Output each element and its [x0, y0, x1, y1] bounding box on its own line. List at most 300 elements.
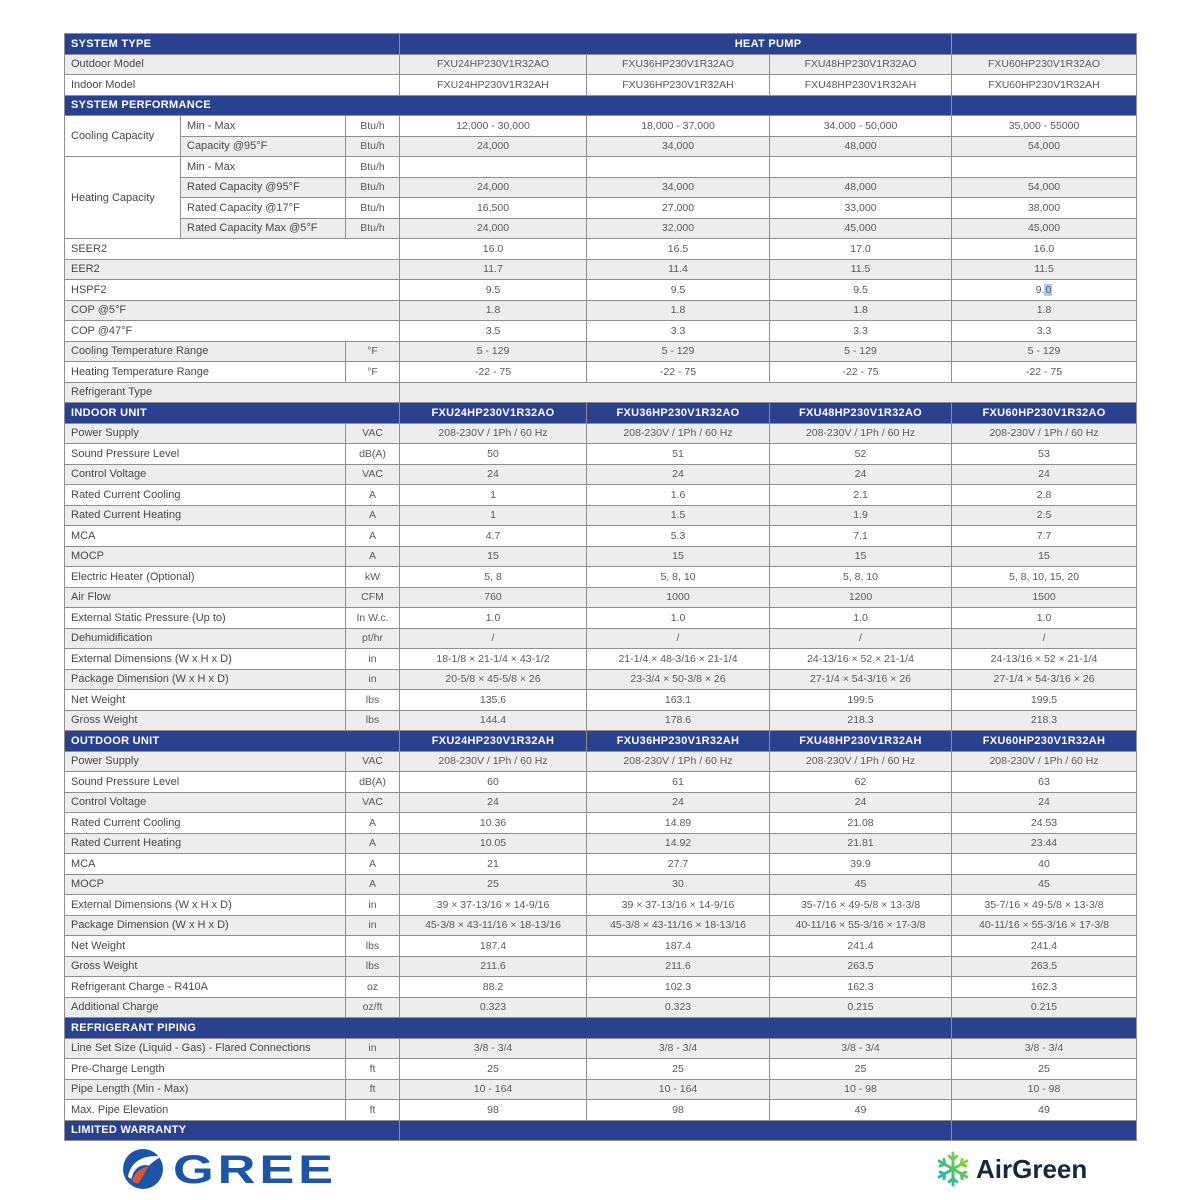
value-cell: 3.5 — [400, 321, 587, 342]
value-cell: FXU36HP230V1R32AH — [587, 75, 770, 96]
value-cell: 24,000 — [400, 177, 587, 198]
value-cell: 163.1 — [587, 690, 770, 711]
value-cell: 1.8 — [770, 300, 952, 321]
value-cell: 9.5 — [770, 280, 952, 301]
value-cell: 211.6 — [400, 956, 587, 977]
value-cell: 39.9 — [770, 854, 952, 875]
airgreen-logo — [932, 1147, 1112, 1196]
row-label: HSPF2 — [65, 280, 400, 301]
value-cell: 1.0 — [587, 608, 770, 629]
value-cell: 208-230V / 1Ph / 60 Hz — [587, 423, 770, 444]
value-cell: 9.5 — [587, 280, 770, 301]
value-cell: 48,000 — [770, 136, 952, 157]
value-cell: 187.4 — [587, 936, 770, 957]
row-label: Cooling Temperature Range — [65, 341, 346, 362]
unit-cell: CFM — [346, 587, 400, 608]
unit-cell: A — [346, 874, 400, 895]
row-label: MOCP — [65, 874, 346, 895]
value-cell: 45-3/8 × 43-11/16 × 18-13/16 — [400, 915, 587, 936]
gree-logo-mark — [123, 1149, 163, 1189]
row-label: Package Dimension (W x H x D) — [65, 915, 346, 936]
row-sublabel: Rated Capacity @95°F — [181, 177, 346, 198]
value-cell: 23.44 — [952, 833, 1137, 854]
row-label: COP @5°F — [65, 300, 400, 321]
unit-cell: VAC — [346, 423, 400, 444]
unit-cell: VAC — [346, 464, 400, 485]
unit-cell: A — [346, 813, 400, 834]
value-cell: 2.5 — [952, 505, 1137, 526]
value-cell: FXU24HP230V1R32AO — [400, 54, 587, 75]
value-cell: 241.4 — [770, 936, 952, 957]
warranty-spacer — [400, 1120, 952, 1141]
value-cell: 218.3 — [952, 710, 1137, 731]
unit-cell: ft — [346, 1079, 400, 1100]
unit-cell: Btu/h — [346, 177, 400, 198]
value-cell: 27,000 — [587, 198, 770, 219]
value-cell: 24 — [952, 464, 1137, 485]
value-cell: 38,000 — [952, 198, 1137, 219]
value-cell: 35,000 - 55000 — [952, 116, 1137, 137]
value-cell: 102.3 — [587, 977, 770, 998]
value-cell: 40-11/16 × 55-3/16 × 17-3/8 — [770, 915, 952, 936]
unit-cell: Btu/h — [346, 218, 400, 239]
row-label: Refrigerant Charge - R410A — [65, 977, 346, 998]
value-cell: FXU60HP230V1R32AH — [952, 75, 1137, 96]
row-label: Rated Current Heating — [65, 505, 346, 526]
value-cell: 3/8 - 3/4 — [400, 1038, 587, 1059]
value-cell: 34,000 - 50,000 — [770, 116, 952, 137]
value-cell: 25 — [400, 1059, 587, 1080]
value-cell: 0.323 — [587, 997, 770, 1018]
value-cell: / — [400, 628, 587, 649]
unit-cell: oz/ft — [346, 997, 400, 1018]
unit-cell: °F — [346, 341, 400, 362]
value-cell: -22 - 75 — [952, 362, 1137, 383]
model-header-cell: FXU24HP230V1R32AO — [400, 403, 587, 424]
row-label: EER2 — [65, 259, 400, 280]
value-cell: 5 - 129 — [952, 341, 1137, 362]
row-label: Power Supply — [65, 423, 346, 444]
value-cell: 1.0 — [400, 608, 587, 629]
unit-cell: in — [346, 1038, 400, 1059]
section-header-spacer — [952, 1018, 1137, 1039]
value-text: 9. — [1035, 283, 1045, 296]
value-cell: 7.1 — [770, 526, 952, 547]
footer — [64, 1146, 1136, 1196]
snowflake-arm — [961, 1164, 966, 1166]
value-cell: 11.5 — [952, 259, 1137, 280]
warranty-spacer-last — [952, 1120, 1137, 1141]
value-cell: 16.0 — [400, 239, 587, 260]
value-cell: 27-1/4 × 54-3/16 × 26 — [952, 669, 1137, 690]
row-label: Electric Heater (Optional) — [65, 567, 346, 588]
value-cell: 3/8 - 3/4 — [587, 1038, 770, 1059]
value-cell: 24 — [770, 464, 952, 485]
value-cell: 35-7/16 × 49-5/8 × 13-3/8 — [952, 895, 1137, 916]
value-cell: 48,000 — [770, 177, 952, 198]
spec-sheet — [64, 33, 1136, 1141]
value-cell: 51 — [587, 444, 770, 465]
row-sublabel: Rated Capacity Max @5°F — [181, 218, 346, 239]
value-cell: 24 — [400, 792, 587, 813]
value-cell: 12,000 - 30,000 — [400, 116, 587, 137]
model-header-cell: FXU36HP230V1R32AH — [587, 731, 770, 752]
value-cell: 3.3 — [770, 321, 952, 342]
value-cell: 98 — [587, 1100, 770, 1121]
value-cell: 208-230V / 1Ph / 60 Hz — [400, 751, 587, 772]
value-cell: 14.92 — [587, 833, 770, 854]
value-cell: 45,000 — [952, 218, 1137, 239]
unit-cell: °F — [346, 362, 400, 383]
value-cell: 208-230V / 1Ph / 60 Hz — [400, 423, 587, 444]
unit-cell: Btu/h — [346, 136, 400, 157]
value-cell: 0.323 — [400, 997, 587, 1018]
row-sublabel: Rated Capacity @17°F — [181, 198, 346, 219]
unit-cell: oz — [346, 977, 400, 998]
value-cell: FXU60HP230V1R32AO — [952, 54, 1137, 75]
value-cell: 5, 8, 10, 15, 20 — [952, 567, 1137, 588]
value-cell: 135.6 — [400, 690, 587, 711]
value-cell: 241.4 — [952, 936, 1137, 957]
value-cell: 20-5/8 × 45-5/8 × 26 — [400, 669, 587, 690]
row-label: MCA — [65, 854, 346, 875]
row-label: Rated Current Cooling — [65, 485, 346, 506]
value-cell: 25 — [770, 1059, 952, 1080]
value-cell: 24,000 — [400, 136, 587, 157]
value-cell: 5 - 129 — [400, 341, 587, 362]
unit-cell: A — [346, 505, 400, 526]
value-cell: 16.0 — [952, 239, 1137, 260]
row-label: Line Set Size (Liquid - Gas) - Flared Connections — [65, 1038, 346, 1059]
unit-cell: dB(A) — [346, 444, 400, 465]
value-cell: 199.5 — [770, 690, 952, 711]
value-cell: 23-3/4 × 50-3/8 × 26 — [587, 669, 770, 690]
value-cell: 1.6 — [587, 485, 770, 506]
value-cell: 24,000 — [400, 218, 587, 239]
table-title-heat-pump: HEAT PUMP — [400, 34, 1137, 55]
section-header: INDOOR UNIT — [65, 403, 400, 424]
value-cell: 24 — [400, 464, 587, 485]
value-cell: 39 × 37-13/16 × 14-9/16 — [400, 895, 587, 916]
value-cell: 88.2 — [400, 977, 587, 998]
value-cell: 33,000 — [770, 198, 952, 219]
value-cell: 52 — [770, 444, 952, 465]
value-cell: 10.05 — [400, 833, 587, 854]
merged-empty-cell — [400, 382, 1137, 403]
value-cell: 49 — [770, 1100, 952, 1121]
value-cell: 208-230V / 1Ph / 60 Hz — [587, 751, 770, 772]
value-cell: 5.3 — [587, 526, 770, 547]
value-cell: 15 — [400, 546, 587, 567]
row-label: Outdoor Model — [65, 54, 400, 75]
value-cell: 62 — [770, 772, 952, 793]
row-label: Package Dimension (W x H x D) — [65, 669, 346, 690]
group-label: Cooling Capacity — [65, 116, 181, 157]
value-cell: 45,000 — [770, 218, 952, 239]
value-cell: 1.5 — [587, 505, 770, 526]
value-cell: 10 - 98 — [952, 1079, 1137, 1100]
snowflake-arm — [944, 1159, 945, 1164]
row-label: COP @47°F — [65, 321, 400, 342]
unit-cell: A — [346, 485, 400, 506]
value-cell: 24 — [952, 792, 1137, 813]
row-label: Gross Weight — [65, 710, 346, 731]
snowflake-arm — [940, 1172, 945, 1174]
value-cell: 24 — [587, 792, 770, 813]
value-cell: 21.08 — [770, 813, 952, 834]
value-cell: 162.3 — [952, 977, 1137, 998]
value-cell: 40-11/16 × 55-3/16 × 17-3/8 — [952, 915, 1137, 936]
value-cell: 1.9 — [770, 505, 952, 526]
row-label: Control Voltage — [65, 464, 346, 485]
value-cell: 98 — [400, 1100, 587, 1121]
unit-cell: VAC — [346, 792, 400, 813]
value-cell: 21 — [400, 854, 587, 875]
value-cell: 7.7 — [952, 526, 1137, 547]
value-cell: 40 — [952, 854, 1137, 875]
row-label: Pipe Length (Min - Max) — [65, 1079, 346, 1100]
value-cell: 2.8 — [952, 485, 1137, 506]
value-cell: 18,000 - 37,000 — [587, 116, 770, 137]
section-header: REFRIGERANT PIPING — [65, 1018, 952, 1039]
airgreen-wordmark: AirGreen — [976, 1153, 1088, 1184]
row-label: External Dimensions (W x H x D) — [65, 649, 346, 670]
row-label: Sound Pressure Level — [65, 772, 346, 793]
value-cell: 24-13/16 × 52 × 21-1/4 — [770, 649, 952, 670]
value-cell: 218.3 — [770, 710, 952, 731]
row-label: Air Flow — [65, 587, 346, 608]
unit-cell: Btu/h — [346, 198, 400, 219]
value-cell: 3/8 - 3/4 — [952, 1038, 1137, 1059]
value-cell — [952, 157, 1137, 178]
value-cell: 211.6 — [587, 956, 770, 977]
value-cell: 27.7 — [587, 854, 770, 875]
value-cell: 25 — [400, 874, 587, 895]
value-cell: 45-3/8 × 43-11/16 × 18-13/16 — [587, 915, 770, 936]
value-cell: 199.5 — [952, 690, 1137, 711]
value-cell: 16.5 — [587, 239, 770, 260]
value-cell: 1.8 — [400, 300, 587, 321]
value-cell: 208-230V / 1Ph / 60 Hz — [770, 423, 952, 444]
row-label: Control Voltage — [65, 792, 346, 813]
value-cell — [400, 157, 587, 178]
value-cell: FXU48HP230V1R32AH — [770, 75, 952, 96]
value-cell: 35-7/16 × 49-5/8 × 13-3/8 — [770, 895, 952, 916]
row-label: Sound Pressure Level — [65, 444, 346, 465]
value-cell: 63 — [952, 772, 1137, 793]
value-cell: 1500 — [952, 587, 1137, 608]
value-cell: 30 — [587, 874, 770, 895]
value-cell: 53 — [952, 444, 1137, 465]
value-cell: 11.4 — [587, 259, 770, 280]
value-cell: 5, 8, 10 — [587, 567, 770, 588]
value-cell: 263.5 — [770, 956, 952, 977]
gree-wordmark: GREE — [173, 1147, 337, 1192]
unit-cell: pt/hr — [346, 628, 400, 649]
row-label: Net Weight — [65, 936, 346, 957]
value-cell: 1.8 — [587, 300, 770, 321]
spec-table — [64, 33, 1137, 1141]
value-cell: 760 — [400, 587, 587, 608]
value-cell: 11.7 — [400, 259, 587, 280]
value-cell: 5, 8 — [400, 567, 587, 588]
value-cell: 1200 — [770, 587, 952, 608]
unit-cell: A — [346, 854, 400, 875]
value-cell: 10 - 164 — [400, 1079, 587, 1100]
row-label: MCA — [65, 526, 346, 547]
value-cell — [770, 157, 952, 178]
value-cell: 39 × 37-13/16 × 14-9/16 — [587, 895, 770, 916]
value-cell: 34,000 — [587, 136, 770, 157]
unit-cell: Btu/h — [346, 157, 400, 178]
model-header-cell: FXU48HP230V1R32AH — [770, 731, 952, 752]
row-label: SEER2 — [65, 239, 400, 260]
value-cell: 15 — [587, 546, 770, 567]
row-label: Net Weight — [65, 690, 346, 711]
unit-cell: lbs — [346, 956, 400, 977]
value-cell: 208-230V / 1Ph / 60 Hz — [952, 751, 1137, 772]
value-cell: 25 — [952, 1059, 1137, 1080]
value-cell: 178.6 — [587, 710, 770, 731]
row-label: Rated Current Cooling — [65, 813, 346, 834]
row-label: Refrigerant Type — [65, 382, 400, 403]
value-cell: 45 — [952, 874, 1137, 895]
unit-cell: in — [346, 895, 400, 916]
model-header-cell: FXU24HP230V1R32AH — [400, 731, 587, 752]
row-label: Dehumidification — [65, 628, 346, 649]
value-cell: 1 — [400, 505, 587, 526]
value-cell: 25 — [587, 1059, 770, 1080]
value-cell: 50 — [400, 444, 587, 465]
value-cell: 49 — [952, 1100, 1137, 1121]
value-cell: 208-230V / 1Ph / 60 Hz — [770, 751, 952, 772]
value-cell: 1.0 — [770, 608, 952, 629]
value-cell: 60 — [400, 772, 587, 793]
snowflake-icon — [939, 1153, 967, 1185]
value-cell: FXU48HP230V1R32AO — [770, 54, 952, 75]
unit-cell: in — [346, 669, 400, 690]
row-label: Rated Current Heating — [65, 833, 346, 854]
value-cell: 61 — [587, 772, 770, 793]
value-cell: 14.89 — [587, 813, 770, 834]
value-cell: 17.0 — [770, 239, 952, 260]
row-label: Gross Weight — [65, 956, 346, 977]
value-cell: 21.81 — [770, 833, 952, 854]
unit-cell: lbs — [346, 690, 400, 711]
value-cell: -22 - 75 — [770, 362, 952, 383]
value-cell — [952, 280, 1137, 301]
value-cell: 16,500 — [400, 198, 587, 219]
value-cell: 3.3 — [952, 321, 1137, 342]
row-label: Max. Pipe Elevation — [65, 1100, 346, 1121]
unit-cell: lbs — [346, 936, 400, 957]
value-cell: 27-1/4 × 54-3/16 × 26 — [770, 669, 952, 690]
unit-cell: VAC — [346, 751, 400, 772]
value-cell: 34,000 — [587, 177, 770, 198]
value-cell: 5 - 129 — [770, 341, 952, 362]
unit-cell: kW — [346, 567, 400, 588]
row-label: External Dimensions (W x H x D) — [65, 895, 346, 916]
row-label: Pre-Charge Length — [65, 1059, 346, 1080]
value-cell: 162.3 — [770, 977, 952, 998]
value-cell: 208-230V / 1Ph / 60 Hz — [952, 423, 1137, 444]
row-label: Heating Temperature Range — [65, 362, 346, 383]
section-header: OUTDOOR UNIT — [65, 731, 400, 752]
table-title-system-type: SYSTEM TYPE — [65, 34, 400, 55]
value-cell: 1.0 — [952, 608, 1137, 629]
model-header-cell: FXU60HP230V1R32AO — [952, 403, 1137, 424]
value-cell: 21-1/4 × 48-3/16 × 21-1/4 — [587, 649, 770, 670]
value-cell: / — [952, 628, 1137, 649]
value-cell: 1 — [400, 485, 587, 506]
row-sublabel: Min - Max — [181, 116, 346, 137]
value-cell: 24 — [587, 464, 770, 485]
spec-table-body — [65, 34, 1137, 1141]
unit-cell: in — [346, 915, 400, 936]
section-header: LIMITED WARRANTY — [65, 1120, 400, 1141]
highlighted-char: 0 — [1045, 283, 1052, 296]
unit-cell: A — [346, 833, 400, 854]
value-cell: 10.36 — [400, 813, 587, 834]
value-cell: 0.215 — [952, 997, 1137, 1018]
unit-cell: A — [346, 546, 400, 567]
unit-cell: Btu/h — [346, 116, 400, 137]
value-cell: 1000 — [587, 587, 770, 608]
value-cell: 54,000 — [952, 136, 1137, 157]
row-sublabel: Min - Max — [181, 157, 346, 178]
value-cell: 1.8 — [952, 300, 1137, 321]
unit-cell: in — [346, 649, 400, 670]
unit-cell: dB(A) — [346, 772, 400, 793]
value-cell: 263.5 — [952, 956, 1137, 977]
value-cell: 11.5 — [770, 259, 952, 280]
unit-cell: In W.c. — [346, 608, 400, 629]
unit-cell: A — [346, 526, 400, 547]
value-cell: -22 - 75 — [400, 362, 587, 383]
value-cell: 0.215 — [770, 997, 952, 1018]
section-header: SYSTEM PERFORMANCE — [65, 95, 952, 116]
value-cell: 10 - 164 — [587, 1079, 770, 1100]
value-cell: FXU24HP230V1R32AH — [400, 75, 587, 96]
unit-cell: ft — [346, 1100, 400, 1121]
value-cell: 9.5 — [400, 280, 587, 301]
value-cell: 144.4 — [400, 710, 587, 731]
row-sublabel: Capacity @95°F — [181, 136, 346, 157]
value-cell: / — [770, 628, 952, 649]
value-cell: 2.1 — [770, 485, 952, 506]
value-cell: 15 — [952, 546, 1137, 567]
value-cell: 15 — [770, 546, 952, 567]
value-cell — [587, 157, 770, 178]
value-cell: 3.3 — [587, 321, 770, 342]
value-cell: 24-13/16 × 52 × 21-1/4 — [952, 649, 1137, 670]
row-label: Indoor Model — [65, 75, 400, 96]
value-cell: -22 - 75 — [587, 362, 770, 383]
gree-logo — [121, 1146, 361, 1197]
section-header-spacer — [952, 95, 1137, 116]
value-cell: 24.53 — [952, 813, 1137, 834]
value-cell: FXU36HP230V1R32AO — [587, 54, 770, 75]
group-label: Heating Capacity — [65, 157, 181, 239]
unit-cell: lbs — [346, 710, 400, 731]
value-cell: 24 — [770, 792, 952, 813]
value-cell: 5 - 129 — [587, 341, 770, 362]
value-cell: 5, 8, 10 — [770, 567, 952, 588]
row-label: MOCP — [65, 546, 346, 567]
value-cell: 4.7 — [400, 526, 587, 547]
row-label: Additional Charge — [65, 997, 346, 1018]
value-cell: 3/8 - 3/4 — [770, 1038, 952, 1059]
